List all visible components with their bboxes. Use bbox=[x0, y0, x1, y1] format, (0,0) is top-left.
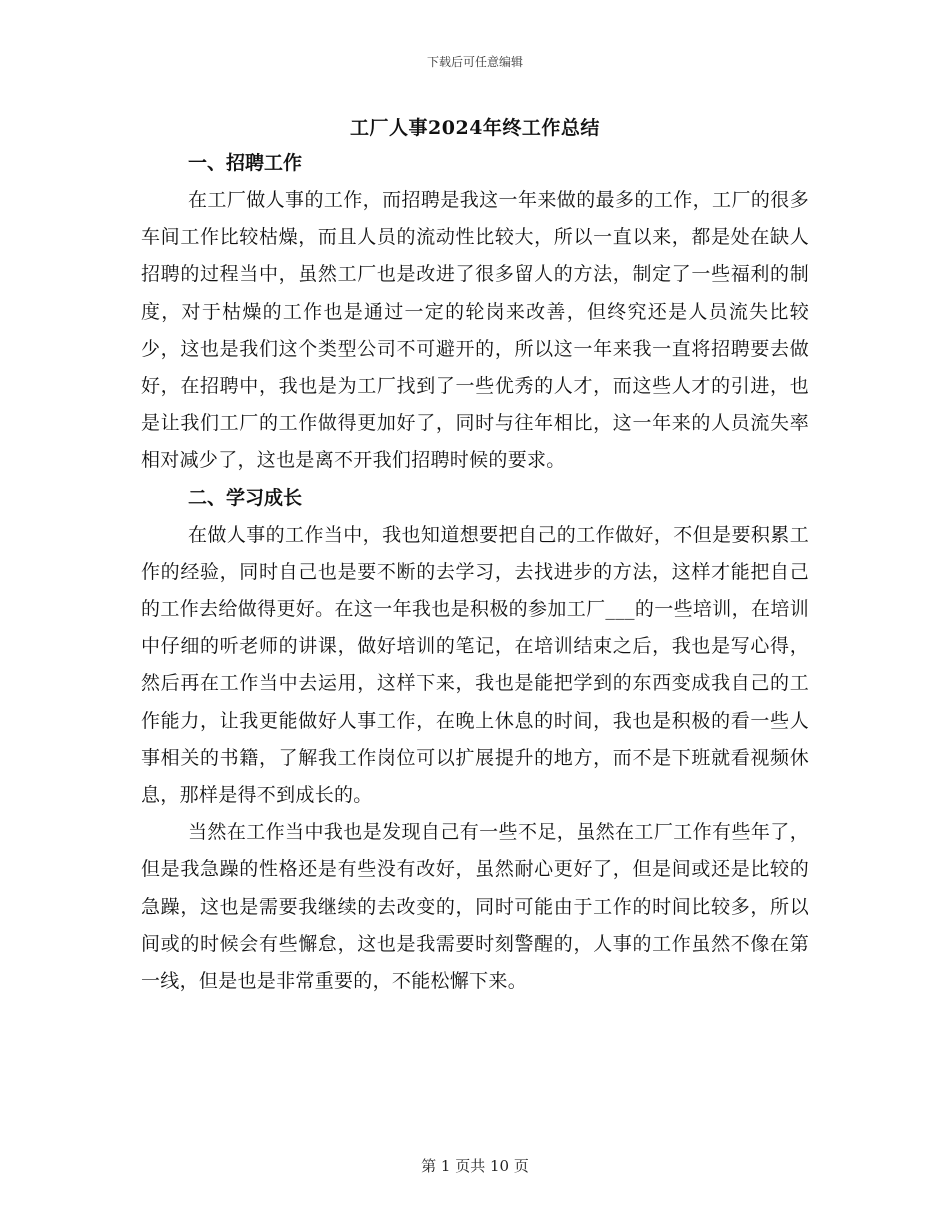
section-heading: 二、学习成长 bbox=[188, 486, 303, 509]
paragraph: 在工厂做人事的工作，而招聘是我这一年来做的最多的工作，工厂的很多车间工作比较枯燥，而且人员的流动性比较大，所以一直以来，都是处在缺人招聘的过程当中，虽然工厂也是改进了很多留人的方法，制定了一些福利的制度，对于枯燥的工作也是通过一定的轮岗来改善，但终究还是人员流失比较少，这也是我们这个类型公司不可避开的，所以这一年来我一直将招聘要去做好，在招聘中，我也是为工厂找到了一些优秀的人才，而这些人才的引进，也是让我们工厂的工作做得更加好了，同时与往年相比，这一年来的人员流失率相对减少了，这也是离不开我们招聘时候的要求。 bbox=[141, 189, 809, 472]
download-edit-note: 下载后可任意编辑 bbox=[426, 55, 523, 69]
section-learning-growth bbox=[141, 480, 809, 1001]
document-title: 工厂人事2024年终工作总结 bbox=[350, 117, 600, 139]
paragraph: 当然在工作当中我也是发现自己有一些不足，虽然在工厂工作有些年了，但是我急躁的性格还是有些没有改好，虽然耐心更好了，但是间或还是比较的急躁，这也是需要我继续的去改变的，同时可能由于工作的时间比较多，所以间或的时候会有些懈怠，这也是我需要时刻警醒的，人事的工作虽然不像在第一线，但是也是非常重要的，不能松懈下来。 bbox=[141, 821, 809, 993]
section-heading: 一、招聘工作 bbox=[188, 152, 303, 174]
document-body bbox=[141, 145, 809, 1000]
section-recruitment bbox=[141, 145, 809, 480]
page-number: 第 1 页共 10 页 bbox=[421, 1157, 529, 1175]
paragraph: 在做人事的工作当中，我也知道想要把自己的工作做好，不但是要积累工作的经验，同时自己也是要不断的去学习，去找进步的方法，这样才能把自己的工作去给做得更好。在这一年我也是积极的参加工厂___的一些培训，在培训中仔细的听老师的讲课，做好培训的笔记，在培训结束之后，我也是写心得，然后再在工作当中去运用，这样下来，我也是能把学到的东西变成我自己的工作能力，让我更能做好人事工作，在晚上休息的时间，我也是积极的看一些人事相关的书籍，了解我工作岗位可以扩展提升的地方，而不是下班就看视频休息，那样是得不到成长的。 bbox=[141, 523, 809, 807]
